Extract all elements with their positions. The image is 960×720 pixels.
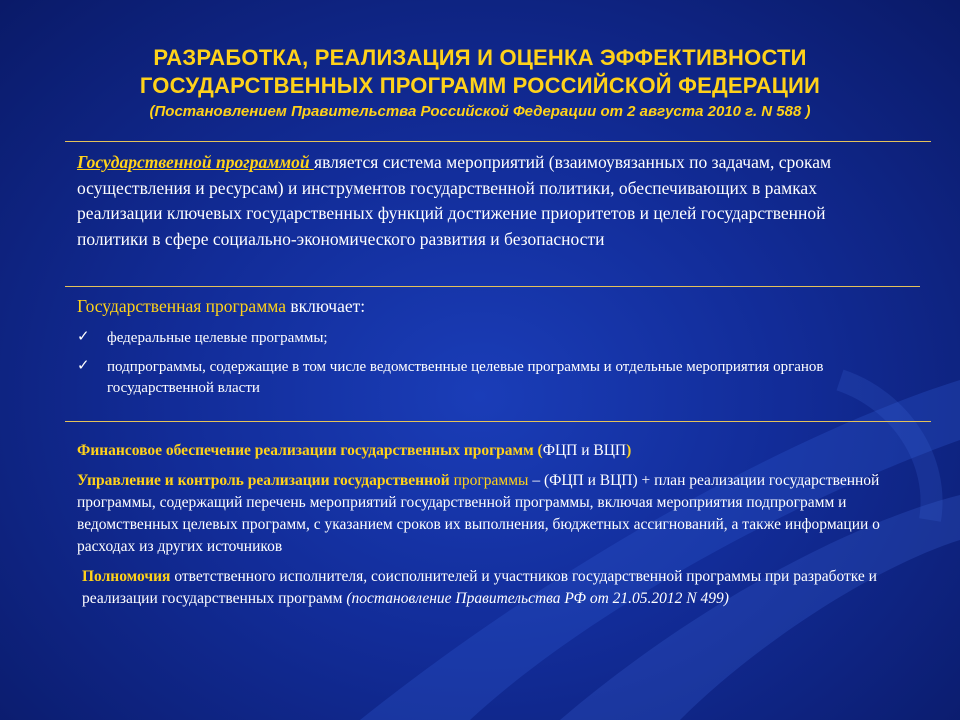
list-item-text: подпрограммы, содержащие в том числе ведомственные целевые программы и отдельные мероприятия органов государственной власти xyxy=(107,359,824,396)
checkmark-icon: ✓ xyxy=(77,356,90,374)
includes-section xyxy=(77,294,917,399)
authority-bold: Полномочия xyxy=(82,568,171,585)
list-item-text: федеральные целевые программы; xyxy=(107,330,328,346)
finance-bold: Финансовое обеспечение реализации государственных программ xyxy=(77,442,534,459)
page-title-line-2: ГОСУДАРСТВЕННЫХ ПРОГРАММ РОССИЙСКОЙ ФЕДЕРАЦИИ xyxy=(139,73,821,98)
checkmark-icon: ✓ xyxy=(77,327,90,345)
finance-programs: ФЦП и ВЦП xyxy=(542,442,627,459)
divider-1 xyxy=(65,141,931,142)
authority-text: ответственного исполнителя, соисполнителей и участников государственной программы при разработке и реализации государственных программ xyxy=(82,568,877,607)
definition-text: является система мероприятий (взаимоувязанных по задачам, срокам осуществления и ресурсам) и инструментов государственной политики, обеспечивающих в рамках реализации ключевых государственных функций достижение приоритетов и целей государственной политики в сфере социально-экономического развития и безопасности xyxy=(77,152,832,249)
finance-close-paren: ) xyxy=(626,442,632,459)
definition-paragraph xyxy=(77,150,897,252)
includes-term: Государственная программа xyxy=(77,296,286,316)
management-paragraph xyxy=(77,470,907,558)
management-bold: Управление и контроль реализации государственной xyxy=(77,472,450,489)
title-block xyxy=(40,44,920,122)
page-title-line-1: РАЗРАБОТКА, РЕАЛИЗАЦИЯ И ОЦЕНКА ЭФФЕКТИВНОСТИ xyxy=(153,45,807,70)
page-subtitle: (Постановлением Правительства Российской Федерации от 2 августа 2010 г. N 588 ) xyxy=(149,103,811,120)
finance-open-paren: ( xyxy=(533,442,543,459)
management-gold: программы xyxy=(449,472,529,489)
list-item xyxy=(77,357,917,399)
authority-paragraph xyxy=(77,566,907,610)
list-item xyxy=(77,328,917,349)
finance-paragraph xyxy=(77,440,907,462)
includes-heading xyxy=(77,294,917,318)
management-text: – (ФЦП и ВЦП) + план реализации государственной программы, содержащий перечень мероприятий государственной программы, включая мероприятия подпрограмм и ведомственных целевых программ, с указанием сроков их выполнения, бюджетных ассигнований, а также информации о расходах из других источников xyxy=(77,472,880,555)
definition-term: Государственной программой xyxy=(77,152,315,172)
includes-text: включает: xyxy=(286,296,366,316)
divider-3 xyxy=(65,421,931,422)
divider-2 xyxy=(65,286,920,287)
finance-section xyxy=(77,440,907,618)
authority-italic: (постановление Правительства РФ от 21.05.2012 N 499) xyxy=(346,590,729,607)
